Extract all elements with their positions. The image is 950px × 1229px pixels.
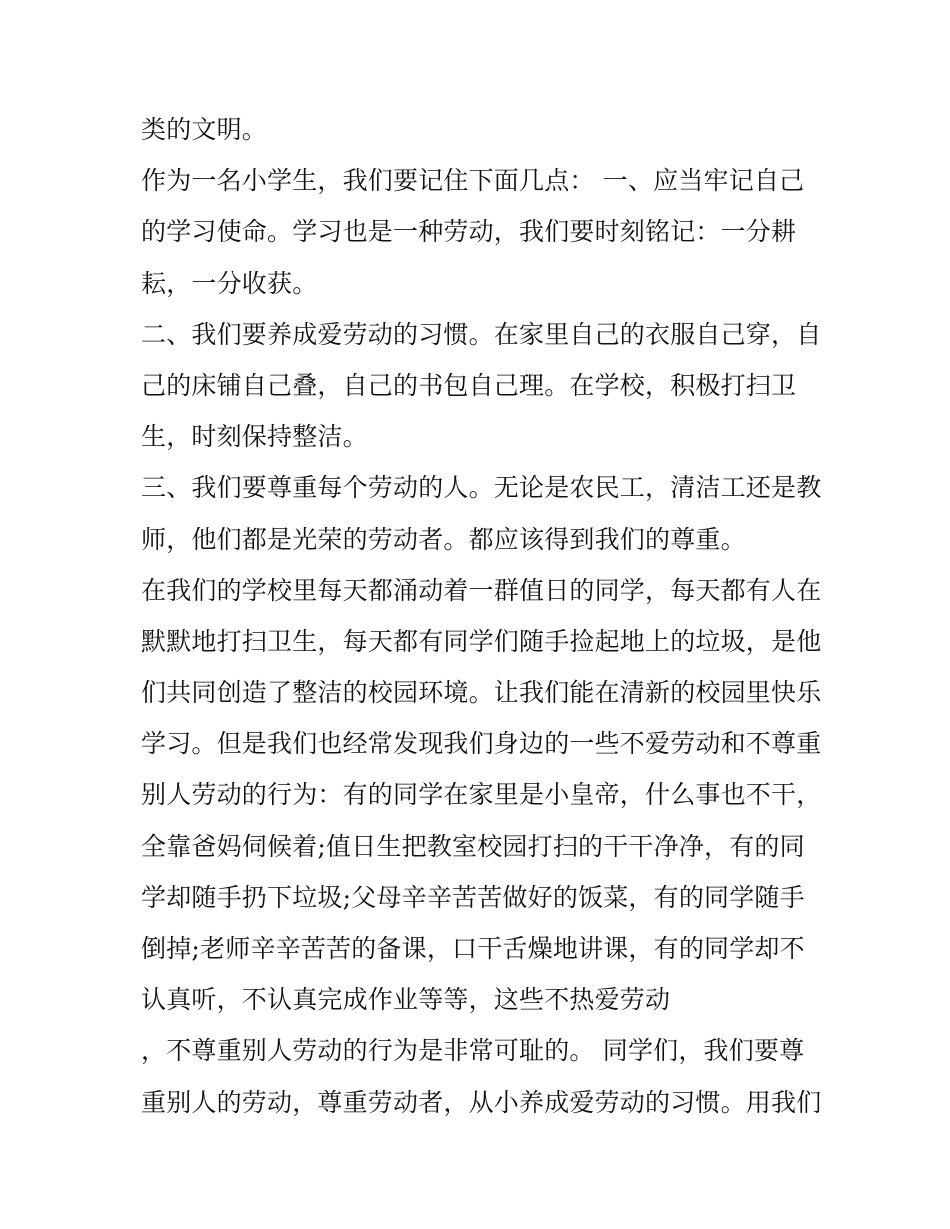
- text-line: 生，时刻保持整洁。: [141, 422, 368, 452]
- text-line: 三、我们要尊重每个劳动的人。无论是农民工，清洁工还是教: [141, 473, 822, 503]
- text-line: 全靠爸妈伺候着;值日生把教室校园打扫的干干净净，有的同: [141, 831, 805, 861]
- text-line: 的学习使命。学习也是一种劳动，我们要时刻铭记：一分耕: [141, 217, 797, 247]
- text-line: 学却随手扔下垃圾;父母辛辛苦苦做好的饭菜，有的同学随手: [141, 882, 805, 912]
- text-line: 在我们的学校里每天都涌动着一群值日的同学，每天都有人在: [141, 575, 822, 605]
- text-line: 学习。但是我们也经常发现我们身边的一些不爱劳动和不尊重: [141, 729, 822, 759]
- text-line: 认真听，不认真完成作业等等，这些不热爱劳动: [141, 985, 671, 1015]
- text-line: 默默地打扫卫生，每天都有同学们随手捡起地上的垃圾，是他: [141, 626, 822, 656]
- text-line: 二、我们要养成爱劳动的习惯。在家里自己的衣服自己穿，自: [141, 319, 822, 349]
- text-line: 作为一名小学生，我们要记住下面几点： 一、应当牢记自己: [141, 166, 805, 196]
- text-line: 类的文明。: [141, 115, 268, 144]
- text-line: 己的床铺自己叠，自己的书包自己理。在学校，积极打扫卫: [141, 370, 797, 400]
- text-line: 耘，一分收获。: [141, 268, 318, 298]
- body-text: [141, 104, 841, 1128]
- text-line: 别人劳动的行为：有的同学在家里是小皇帝，什么事也不干，: [141, 780, 822, 810]
- text-line: 师，他们都是光荣的劳动者。都应该得到我们的尊重。: [141, 524, 746, 554]
- text-line: 们共同创造了整洁的校园环境。让我们能在清新的校园里快乐: [141, 678, 822, 708]
- text-line: 倒掉;老师辛辛苦苦的备课，口干舌燥地讲课，有的同学却不: [141, 934, 805, 963]
- text-line: 重别人的劳动，尊重劳动者，从小养成爱劳动的习惯。用我们: [141, 1087, 822, 1117]
- text-line: ，不尊重别人劳动的行为是非常可耻的。 同学们，我们要尊: [141, 1036, 805, 1066]
